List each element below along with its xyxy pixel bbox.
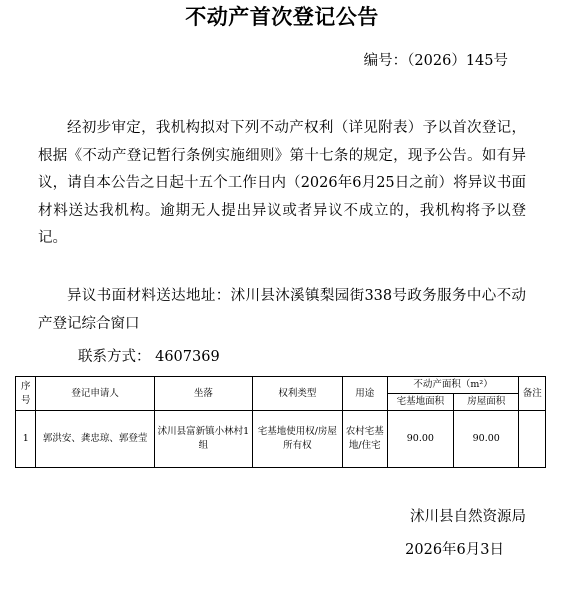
cell-right-type: 宅基地使用权/房屋所有权 — [252, 411, 342, 468]
announcement-paragraph-address: 异议书面材料送达地址：沭川县沐溪镇梨园街338号政务服务中心不动产登记综合窗口 — [38, 288, 526, 332]
cell-location: 沭川县富新镇小林村1组 — [154, 411, 252, 468]
announcement-paragraph-main: 经初步审定，我机构拟对下列不动产权利（详见附表）予以首次登记，根据《不动产登记暂行条例实施细则》第十七条的规定，现予公告。如有异议，请自本公告之日起十五个工作日内（2026年6月25日之前）将异议书面材料送达我机构。逾期无人提出异议或者异议不成立的，我机构将予以登记。 — [38, 120, 526, 246]
cell-land-area: 90.00 — [387, 411, 453, 468]
contact-info: 联系方式： 4607369 — [78, 349, 220, 365]
cell-usage: 农村宅基地/住宅 — [342, 411, 387, 468]
document-number: 编号：（2026）145号 — [363, 53, 508, 69]
header-house-area: 房屋面积 — [454, 394, 519, 411]
header-land-area: 宅基地面积 — [387, 394, 453, 411]
cell-applicant: 郭洪安、龚忠琼、郭登莹 — [36, 411, 154, 468]
cell-remark — [519, 411, 546, 468]
header-applicant: 登记申请人 — [36, 377, 154, 411]
header-seq: 序号 — [16, 377, 36, 411]
table-row — [16, 411, 546, 468]
registration-table — [15, 376, 546, 468]
header-remark: 备注 — [519, 377, 546, 411]
header-right-type: 权利类型 — [252, 377, 342, 411]
cell-house-area: 90.00 — [454, 411, 519, 468]
cell-seq: 1 — [16, 411, 36, 468]
issue-date: 2026年6月3日 — [405, 542, 504, 558]
issuing-organization: 沭川县自然资源局 — [410, 509, 526, 525]
header-usage: 用途 — [342, 377, 387, 411]
header-location: 坐落 — [154, 377, 252, 411]
page-title: 不动产首次登记公告 — [185, 5, 379, 29]
header-area-group: 不动产面积（m²） — [387, 377, 519, 394]
